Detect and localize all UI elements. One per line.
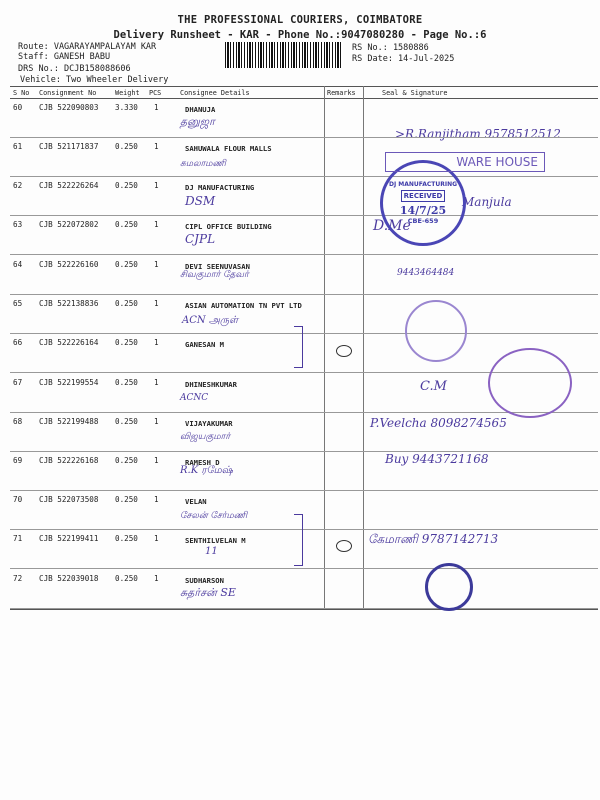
consignment-number: CJB 522199411: [39, 534, 99, 543]
table-bottom-line: [10, 609, 598, 610]
consignee-name: DHANUJA: [185, 105, 216, 114]
consignee-signature: ACNC: [180, 393, 209, 403]
consignee-name: SENTHILVELAN M: [185, 536, 246, 545]
consignment-number: CJB 521171837: [39, 142, 99, 151]
consignee-signature: சுதர்சன் SE: [180, 586, 236, 599]
seal-signature: >R.Ranjitham 9578512512: [395, 127, 561, 141]
table-row: [0, 99, 600, 141]
page-title: THE PROFESSIONAL COURIERS, COIMBATORE: [177, 14, 423, 26]
consignee-signature: சிவகுமார் தேவர்: [180, 270, 249, 280]
weight: 0.250: [115, 495, 138, 504]
consignment-number: CJB 522199488: [39, 417, 99, 426]
round-seal-stamp: [405, 300, 467, 362]
col-header-pcs: PCS: [149, 89, 162, 97]
consignee-name: SAHUWALA FLOUR MALLS: [185, 144, 272, 153]
pieces: 1: [154, 417, 159, 426]
col-header-remarks: Remarks: [327, 89, 356, 97]
consignee-name: RAMESH D: [185, 458, 220, 467]
serial-number: 72: [13, 574, 23, 583]
remarks-circle: [336, 345, 352, 357]
dj-manufacturing-stamp: [380, 160, 466, 246]
pieces: 1: [154, 181, 159, 190]
col-header-weight: Weight: [115, 89, 140, 97]
weight: 0.250: [115, 534, 138, 543]
table-row: [0, 256, 600, 295]
weight: 0.250: [115, 220, 138, 229]
serial-number: 67: [13, 378, 23, 387]
remarks-circle: [336, 540, 352, 552]
rs-date: RS Date: 14-Jul-2025: [352, 54, 455, 64]
seal-signature: C.M: [420, 379, 447, 394]
table-row: [0, 413, 600, 452]
consignment-number: CJB 522039018: [39, 574, 99, 583]
weight: 0.250: [115, 299, 138, 308]
weight: 0.250: [115, 181, 138, 190]
serial-number: 69: [13, 456, 23, 465]
route: Route: VAGARAYAMPALAYAM KAR: [18, 42, 157, 52]
pieces: 1: [154, 338, 159, 347]
vehicle: Vehicle: Two Wheeler Delivery: [20, 75, 169, 85]
stamp-received: RECEIVED: [401, 190, 446, 202]
round-seal-stamp-2: [488, 348, 572, 418]
pieces: 1: [154, 534, 159, 543]
drs-no: DRS No.: DCJB158088606: [18, 64, 131, 74]
consignee-signature: தனுஜா: [180, 115, 215, 128]
consignment-number: CJB 522226168: [39, 456, 99, 465]
col-header-consignee: Consignee Details: [180, 89, 250, 97]
consignment-number: CJB 522226164: [39, 338, 99, 347]
weight: 0.250: [115, 456, 138, 465]
pieces: 1: [154, 220, 159, 229]
table-row: [0, 177, 600, 216]
table-row: [0, 570, 600, 609]
consignee-name: VELAN: [185, 497, 207, 506]
consignment-number: CJB 522226264: [39, 181, 99, 190]
serial-number: 71: [13, 534, 23, 543]
consignee-name: CIPL OFFICE BUILDING: [185, 222, 272, 231]
page-subtitle: Delivery Runsheet - KAR - Phone No.:9047080280 - Page No.:6: [113, 29, 487, 41]
serial-number: 63: [13, 220, 23, 229]
weight: 3.330: [115, 103, 138, 112]
consignee-name: SUDHARSON: [185, 576, 224, 585]
row-divider: [10, 608, 598, 609]
weight: 0.250: [115, 338, 138, 347]
consignment-number: CJB 522199554: [39, 378, 99, 387]
consignment-number: CJB 522226160: [39, 260, 99, 269]
consignee-signature: சுமலாமணி: [180, 159, 226, 169]
serial-number: 66: [13, 338, 23, 347]
weight: 0.250: [115, 260, 138, 269]
round-seal-stamp-3: [425, 563, 473, 611]
consignment-number: CJB 522090803: [39, 103, 99, 112]
consignee-signature: ACN அருள்: [182, 315, 239, 326]
serial-number: 65: [13, 299, 23, 308]
col-header-consignment: Consignment No: [39, 89, 97, 97]
stamp-cbe: CBE-659: [407, 217, 439, 225]
seal-signature: கேமாணி 9787142713: [368, 532, 499, 546]
pieces: 1: [154, 456, 159, 465]
serial-number: 61: [13, 142, 23, 151]
consignment-number: CJB 522073508: [39, 495, 99, 504]
consignee-name: DHINESHKUMAR: [185, 380, 237, 389]
staff: Staff: GANESH BABU: [18, 52, 111, 62]
weight: 0.250: [115, 142, 138, 151]
pieces: 1: [154, 142, 159, 151]
row-divider: [10, 568, 598, 569]
pieces: 1: [154, 299, 159, 308]
pieces: 1: [154, 574, 159, 583]
weight: 0.250: [115, 574, 138, 583]
consignee-signature: R.K ரமேஷ்: [180, 465, 233, 476]
warehouse-stamp: WARE HOUSE: [385, 152, 545, 172]
barcode: [225, 42, 343, 68]
stamp-company: DJ MANUFACTURING: [388, 181, 458, 188]
rs-no: RS No.: 1580886: [352, 43, 429, 53]
bracket-mark: [294, 514, 303, 566]
seal-signature: Manjula: [462, 195, 512, 209]
table-row: [0, 452, 600, 491]
col-header-seal: Seal & Signature: [382, 89, 448, 97]
seal-signature: D.Me: [373, 218, 411, 234]
consignee-signature: சேலன் சேர்மணி: [180, 511, 248, 521]
pieces: 1: [154, 260, 159, 269]
consignee-signature: CJPL: [185, 232, 216, 246]
seal-signature: Buy 9443721168: [385, 452, 489, 466]
pieces: 1: [154, 378, 159, 387]
consignee-name: ASIAN AUTOMATION TN PVT LTD: [185, 301, 302, 310]
pieces: 1: [154, 103, 159, 112]
serial-number: 64: [13, 260, 23, 269]
serial-number: 68: [13, 417, 23, 426]
consignee-signature: 11: [205, 546, 218, 557]
consignee-name: DEVI SEENUVASAN: [185, 262, 250, 271]
weight: 0.250: [115, 378, 138, 387]
consignment-number: CJB 522138836: [39, 299, 99, 308]
seal-signature: 9443464484: [397, 268, 455, 278]
pieces: 1: [154, 495, 159, 504]
consignee-signature: விஜயகுமார்: [180, 432, 231, 442]
bracket-mark: [294, 326, 303, 368]
consignee-name: GANESAN M: [185, 340, 224, 349]
col-header-sno: S No: [13, 89, 30, 97]
row-divider: [10, 254, 598, 255]
header-line-top: [10, 86, 598, 87]
serial-number: 60: [13, 103, 23, 112]
consignment-number: CJB 522072802: [39, 220, 99, 229]
serial-number: 70: [13, 495, 23, 504]
serial-number: 62: [13, 181, 23, 190]
consignee-signature: DSM: [185, 194, 216, 208]
weight: 0.250: [115, 417, 138, 426]
stamp-date: 14/7/25: [399, 204, 447, 217]
table-row: [0, 216, 600, 255]
consignee-name: VIJAYAKUMAR: [185, 419, 233, 428]
seal-signature: P.Veelcha 8098274565: [370, 416, 507, 430]
consignee-name: DJ MANUFACTURING: [185, 183, 255, 192]
